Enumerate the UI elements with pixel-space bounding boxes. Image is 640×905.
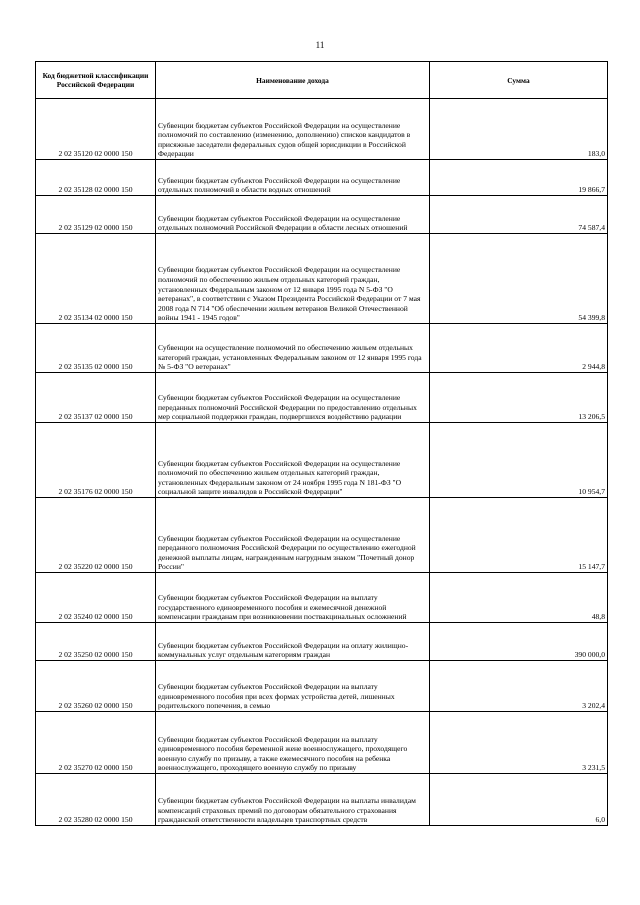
- table-row: [36, 623, 608, 661]
- row-code: 2 02 35240 02 0000 150: [36, 573, 156, 623]
- page-number: 11: [315, 40, 325, 50]
- row-name: Субвенции бюджетам субъектов Российской Федерации на выплату единовременного пособия беременной жене военнослужащего, проходящего военную службу по призыву, а также ежемесячного пособия на ребенка военнослужащего, проходящего военную службу по призыву: [156, 712, 430, 774]
- row-code: 2 02 35280 02 0000 150: [36, 774, 156, 826]
- row-name: Субвенции бюджетам субъектов Российской Федерации на выплату государственного единовременного пособия и ежемесячной денежной компенсации гражданам при возникновении поствакцинальных осложнений: [156, 573, 430, 623]
- row-code: 2 02 35250 02 0000 150: [36, 623, 156, 661]
- row-code: 2 02 35134 02 0000 150: [36, 234, 156, 324]
- row-name: Субвенции на осуществление полномочий по обеспечению жильем отдельных категорий граждан, установленных Федеральным законом от 12 января 1995 года № 5-ФЗ "О ветеранах": [156, 324, 430, 373]
- table-row: [36, 234, 608, 324]
- row-sum: 74 587,4: [430, 196, 608, 234]
- table-row: [36, 373, 608, 423]
- row-sum: 390 000,0: [430, 623, 608, 661]
- table-row: [36, 196, 608, 234]
- row-name: Субвенции бюджетам субъектов Российской Федерации на осуществление переданных полномочий Российской Федерации по предоставлению отдельных мер социальной поддержки граждан, подвергшихся воздействию радиации: [156, 373, 430, 423]
- row-name: Субвенции бюджетам субъектов Российской Федерации на осуществление отдельных полномочий в области водных отношений: [156, 160, 430, 196]
- budget-revenue-table: [35, 61, 608, 826]
- row-name: Субвенции бюджетам субъектов Российской Федерации на осуществление полномочий по составлению (изменению, дополнению) списков кандидатов в присяжные заседатели федеральных судов общей юрисдикции в Российской Федерации: [156, 99, 430, 160]
- header-code: Код бюджетной классификации Российской Федерации: [36, 62, 156, 99]
- row-code: 2 02 35270 02 0000 150: [36, 712, 156, 774]
- row-name: Субвенции бюджетам субъектов Российской Федерации на осуществление отдельных полномочий Российской Федерации в области лесных отношений: [156, 196, 430, 234]
- table-row: [36, 423, 608, 498]
- row-sum: 3 231,5: [430, 712, 608, 774]
- row-name: Субвенции бюджетам субъектов Российской Федерации на осуществление полномочий по обеспечению жильем отдельных категорий граждан, установленных Федеральным законом от 24 ноября 1995 года N 181-ФЗ "О социальной защите инвалидов в Российской Федерации": [156, 423, 430, 498]
- row-sum: 48,8: [430, 573, 608, 623]
- table-header-row: [36, 62, 608, 99]
- row-name: Субвенции бюджетам субъектов Российской Федерации на осуществление переданного полномочия Российской Федерации по осуществлению ежегодной денежной выплаты лицам, награжденным нагрудным знаком "Почетный донор России": [156, 498, 430, 573]
- header-sum: Сумма: [430, 62, 608, 99]
- row-name: Субвенции бюджетам субъектов Российской Федерации на выплату единовременного пособия при всех формах устройства детей, лишенных родительского попечения, в семью: [156, 661, 430, 712]
- row-name: Субвенции бюджетам субъектов Российской Федерации на осуществление полномочий по обеспечению жильем отдельных категорий граждан, установленных Федеральным законом от 12 января 1995 года N 5-ФЗ "О ветеранах", в соответствии с Указом Президента Российской Федерации от 7 мая 2008 года N 714 "Об обеспечении жильем ветеранов Великой Отечественной войны 1941 - 1945 годов": [156, 234, 430, 324]
- row-sum: 2 944,8: [430, 324, 608, 373]
- row-code: 2 02 35135 02 0000 150: [36, 324, 156, 373]
- row-code: 2 02 35220 02 0000 150: [36, 498, 156, 573]
- row-code: 2 02 35129 02 0000 150: [36, 196, 156, 234]
- table-row: [36, 661, 608, 712]
- table-row: [36, 324, 608, 373]
- row-sum: 19 866,7: [430, 160, 608, 196]
- row-code: 2 02 35120 02 0000 150: [36, 99, 156, 160]
- table-row: [36, 99, 608, 160]
- row-sum: 10 954,7: [430, 423, 608, 498]
- row-sum: 54 399,8: [430, 234, 608, 324]
- row-code: 2 02 35176 02 0000 150: [36, 423, 156, 498]
- row-sum: 3 202,4: [430, 661, 608, 712]
- row-name: Субвенции бюджетам субъектов Российской Федерации на выплаты инвалидам компенсаций страховых премий по договорам обязательного страхования гражданской ответственности владельцев транспортных средств: [156, 774, 430, 826]
- table-row: [36, 160, 608, 196]
- row-code: 2 02 35137 02 0000 150: [36, 373, 156, 423]
- row-name: Субвенции бюджетам субъектов Российской Федерации на оплату жилищно-коммунальных услуг отдельным категориям граждан: [156, 623, 430, 661]
- row-code: 2 02 35128 02 0000 150: [36, 160, 156, 196]
- row-sum: 15 147,7: [430, 498, 608, 573]
- table-row: [36, 573, 608, 623]
- row-sum: 6,0: [430, 774, 608, 826]
- row-sum: 13 206,5: [430, 373, 608, 423]
- row-code: 2 02 35260 02 0000 150: [36, 661, 156, 712]
- table-row: [36, 498, 608, 573]
- row-sum: 183,0: [430, 99, 608, 160]
- table-row: [36, 774, 608, 826]
- header-name: Наименование дохода: [156, 62, 430, 99]
- table-row: [36, 712, 608, 774]
